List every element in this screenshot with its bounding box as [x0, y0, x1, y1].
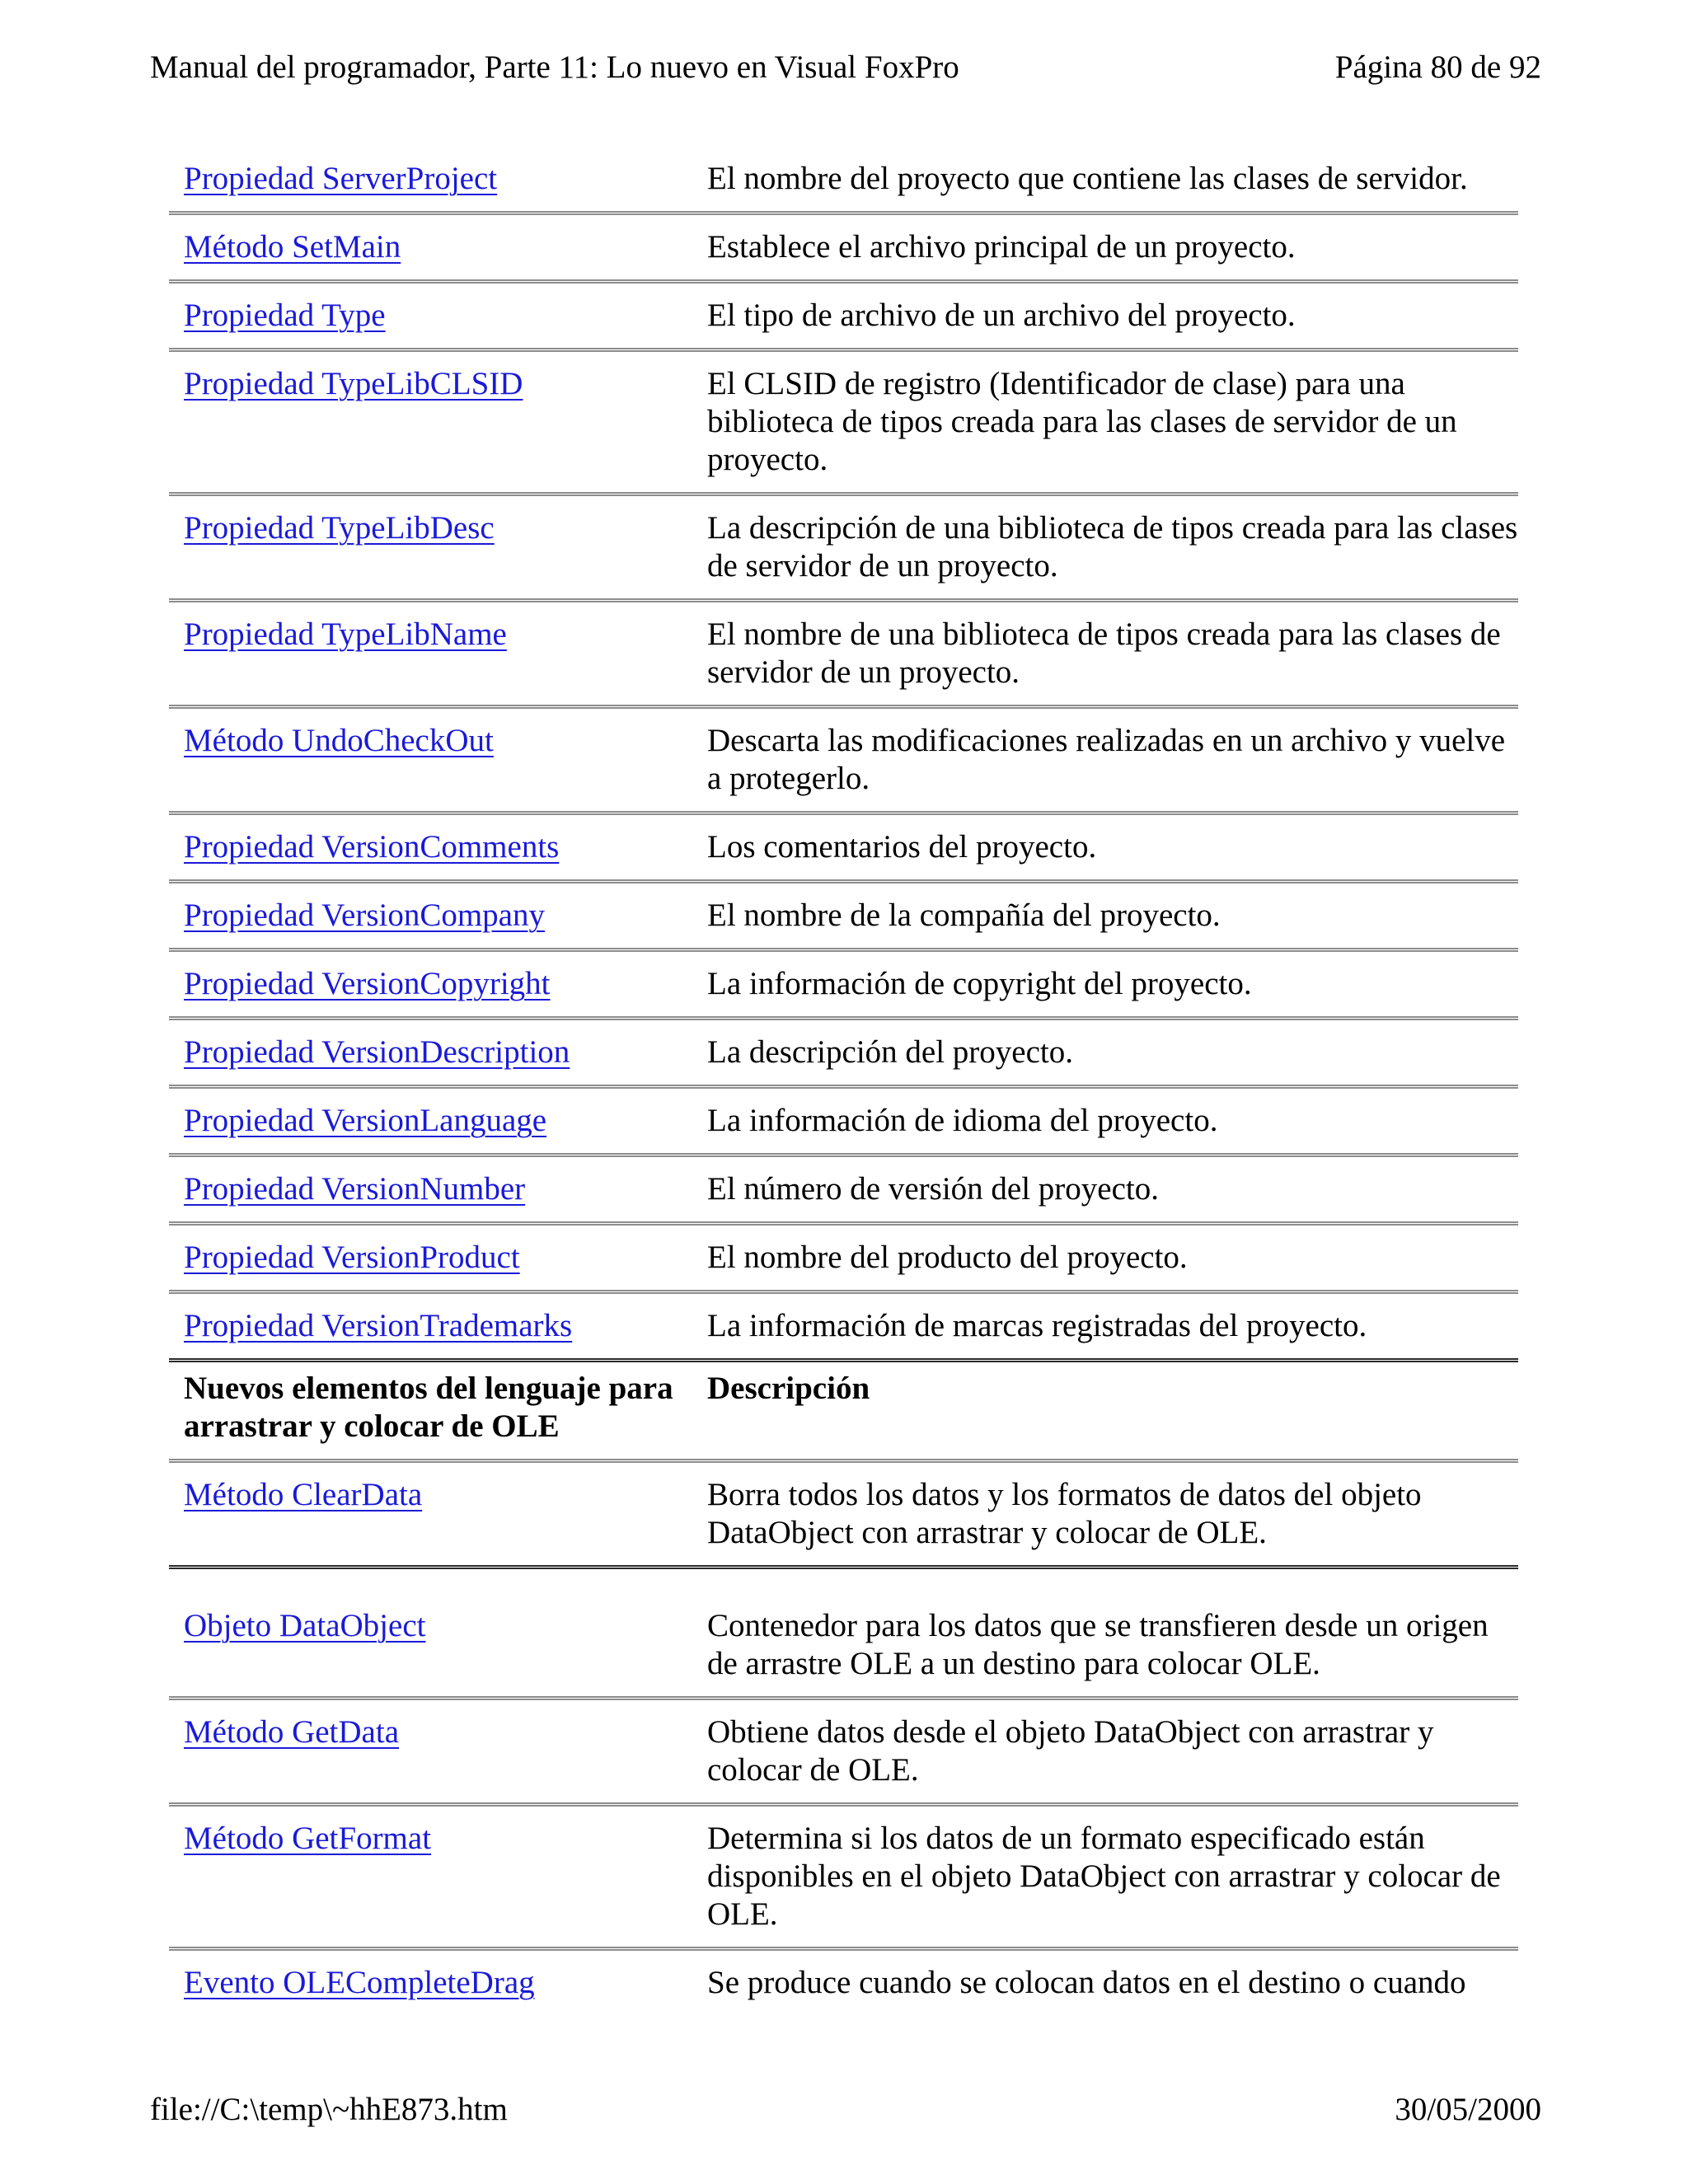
- table-row: [169, 1224, 1518, 1292]
- ole-drag-drop-table: [169, 1350, 1518, 2015]
- member-description: Determina si los datos de un formato especificado están disponibles en el objeto DataObject con arrastrar y colocar de OLE.: [707, 1805, 1518, 1949]
- member-description: La información de idioma del proyecto.: [707, 1087, 1518, 1155]
- member-link[interactable]: Propiedad VersionNumber: [184, 1171, 526, 1207]
- table-row: [169, 1568, 1518, 1699]
- member-description: Contenedor para los datos que se transfieren desde un origen de arrastre OLE a un destino para colocar OLE.: [707, 1568, 1518, 1699]
- member-link[interactable]: Propiedad TypeLibName: [184, 616, 507, 652]
- member-description: Los comentarios del proyecto.: [707, 813, 1518, 882]
- file-path: file://C:\temp\~hhE873.htm: [150, 2092, 508, 2127]
- table-row: [169, 494, 1518, 601]
- table-row: [169, 1949, 1518, 2016]
- member-link[interactable]: Propiedad VersionLanguage: [184, 1103, 547, 1138]
- table-row: [169, 213, 1518, 282]
- member-link[interactable]: Propiedad VersionTrademarks: [184, 1308, 573, 1343]
- column-header-elements: Nuevos elementos del lenguaje para arrastrar y colocar de OLE: [169, 1350, 707, 1461]
- print-date: 30/05/2000: [1395, 2092, 1541, 2127]
- member-description: La información de marcas registradas del proyecto.: [707, 1292, 1518, 1361]
- table-row: [169, 1699, 1518, 1805]
- member-description: El nombre del proyecto que contiene las clases de servidor.: [707, 147, 1518, 213]
- document-title: Manual del programador, Parte 11: Lo nuevo en Visual FoxPro: [150, 49, 959, 85]
- member-description: El CLSID de registro (Identificador de clase) para una biblioteca de tipos creada para las clases de servidor de un proyecto.: [707, 350, 1518, 494]
- table-row: [169, 1019, 1518, 1087]
- table-row: [169, 147, 1518, 213]
- member-link[interactable]: Método SetMain: [184, 229, 401, 265]
- table-header-row: [169, 1350, 1518, 1461]
- table-row: [169, 950, 1518, 1019]
- table-row: [169, 350, 1518, 494]
- member-link[interactable]: Método GetFormat: [184, 1821, 432, 1856]
- member-description: El nombre de una biblioteca de tipos creada para las clases de servidor de un proyecto.: [707, 601, 1518, 707]
- table-row: [169, 707, 1518, 813]
- member-link[interactable]: Propiedad TypeLibCLSID: [184, 366, 523, 401]
- member-link[interactable]: Propiedad VersionDescription: [184, 1034, 570, 1070]
- page-footer: [150, 2090, 1541, 2130]
- member-description: La descripción de una biblioteca de tipos creada para las clases de servidor de un proyecto.: [707, 494, 1518, 601]
- column-header-description: Descripción: [707, 1350, 1518, 1461]
- member-description: El tipo de archivo de un archivo del proyecto.: [707, 282, 1518, 350]
- member-link[interactable]: Propiedad TypeLibDesc: [184, 510, 495, 546]
- table-row: [169, 1155, 1518, 1224]
- member-description: La información de copyright del proyecto.: [707, 950, 1518, 1019]
- member-link[interactable]: Propiedad VersionCompany: [184, 898, 545, 933]
- table-row: [169, 882, 1518, 950]
- member-description: El nombre de la compañía del proyecto.: [707, 882, 1518, 950]
- table-row: [169, 601, 1518, 707]
- member-link[interactable]: Propiedad VersionComments: [184, 829, 560, 865]
- member-description: Se produce cuando se colocan datos en el destino o cuando: [707, 1965, 1466, 2000]
- member-link[interactable]: Evento OLECompleteDrag: [184, 1965, 535, 2000]
- table-row: [169, 1461, 1518, 1568]
- member-link[interactable]: Propiedad VersionCopyright: [184, 966, 551, 1001]
- table-row: [169, 813, 1518, 882]
- member-description: El nombre del producto del proyecto.: [707, 1224, 1518, 1292]
- page-header: [150, 48, 1541, 87]
- member-description: Borra todos los datos y los formatos de datos del objeto DataObject con arrastrar y colocar de OLE.: [707, 1461, 1518, 1568]
- page-number: Página 80 de 92: [1334, 49, 1541, 85]
- member-link[interactable]: Método ClearData: [184, 1477, 423, 1512]
- member-link[interactable]: Propiedad VersionProduct: [184, 1240, 520, 1275]
- member-link[interactable]: Propiedad ServerProject: [184, 161, 498, 196]
- table-row: [169, 1087, 1518, 1155]
- member-description: Descarta las modificaciones realizadas en un archivo y vuelve a protegerlo.: [707, 707, 1518, 813]
- member-description: Establece el archivo principal de un proyecto.: [707, 213, 1518, 282]
- members-table: [169, 147, 1518, 1362]
- member-description: Obtiene datos desde el objeto DataObject con arrastrar y colocar de OLE.: [707, 1699, 1518, 1805]
- table-row: [169, 282, 1518, 350]
- member-link[interactable]: Método UndoCheckOut: [184, 723, 494, 758]
- member-link[interactable]: Objeto DataObject: [184, 1608, 426, 1643]
- table-row: [169, 1805, 1518, 1949]
- member-description: La descripción del proyecto.: [707, 1019, 1518, 1087]
- member-link[interactable]: Propiedad Type: [184, 298, 386, 333]
- member-description: El número de versión del proyecto.: [707, 1155, 1518, 1224]
- member-link[interactable]: Método GetData: [184, 1714, 400, 1750]
